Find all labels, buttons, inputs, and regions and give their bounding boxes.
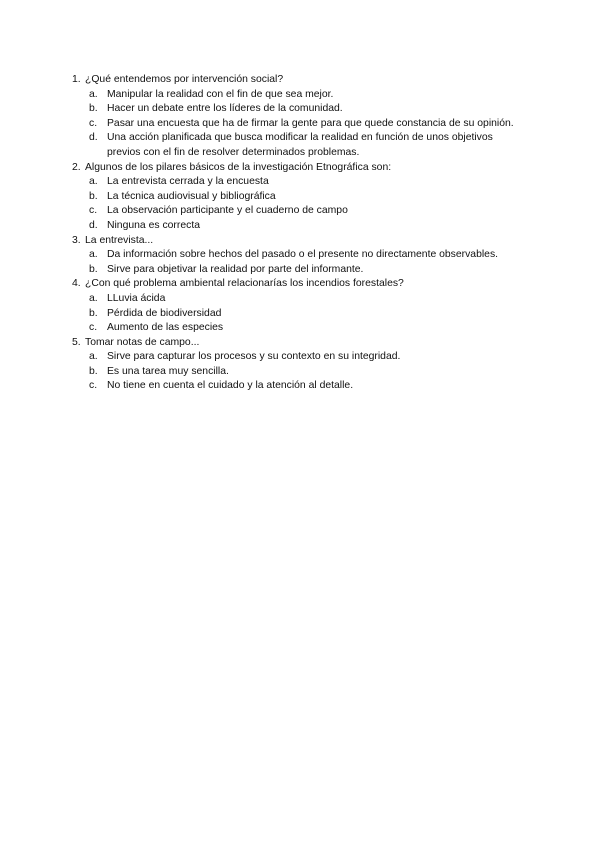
option-text: Ninguna es correcta bbox=[107, 219, 200, 231]
option-text: Da información sobre hechos del pasado o el presente no directamente observables. bbox=[107, 249, 499, 261]
question-4 bbox=[72, 277, 542, 292]
question-5-options bbox=[72, 350, 542, 394]
option-item bbox=[72, 117, 542, 132]
option-letter: a. bbox=[89, 292, 98, 304]
option-text: Pasar una encuesta que ha de firmar la gente para que quede constancia de su opinión. bbox=[107, 117, 514, 129]
question-3-options bbox=[72, 248, 542, 277]
question-number: 3. bbox=[72, 234, 81, 246]
option-letter: d. bbox=[89, 219, 98, 231]
question-text: La entrevista... bbox=[85, 234, 154, 246]
question-number: 1. bbox=[72, 74, 81, 85]
option-letter: c. bbox=[89, 380, 98, 392]
option-item bbox=[72, 190, 542, 205]
option-text: La técnica audiovisual y bibliográfica bbox=[107, 190, 276, 202]
option-letter: b. bbox=[89, 190, 98, 202]
option-letter: c. bbox=[89, 322, 98, 334]
question-text: Tomar notas de campo... bbox=[85, 336, 200, 348]
question-2 bbox=[72, 161, 542, 176]
option-text: La entrevista cerrada y la encuesta bbox=[107, 176, 269, 188]
option-text: Hacer un debate entre los líderes de la comunidad. bbox=[107, 103, 343, 115]
option-item bbox=[72, 102, 542, 117]
option-letter: d. bbox=[89, 132, 98, 144]
option-item bbox=[72, 379, 542, 394]
question-5 bbox=[72, 336, 542, 351]
option-letter: b. bbox=[89, 307, 98, 319]
option-item bbox=[72, 88, 542, 103]
option-text: La observación participante y el cuaderno de campo bbox=[107, 205, 348, 217]
question-text: ¿Con qué problema ambiental relacionarías los incendios forestales? bbox=[85, 278, 404, 290]
option-text: Sirve para objetivar la realidad por parte del informante. bbox=[107, 263, 364, 275]
option-item bbox=[72, 263, 542, 278]
option-text: Sirve para capturar los procesos y su contexto en su integridad. bbox=[107, 351, 401, 363]
option-text: Aumento de las especies bbox=[107, 322, 224, 334]
question-text: Algunos de los pilares básicos de la investigación Etnográfica son: bbox=[85, 161, 392, 173]
option-letter: c. bbox=[89, 117, 98, 129]
question-number: 2. bbox=[72, 161, 81, 173]
question-number: 4. bbox=[72, 278, 81, 290]
option-text: LLuvia ácida bbox=[107, 292, 166, 304]
question-4-options bbox=[72, 292, 542, 336]
option-letter: a. bbox=[89, 176, 98, 188]
question-3 bbox=[72, 234, 542, 249]
question-text: ¿Qué entendemos por intervención social? bbox=[85, 74, 284, 85]
option-item bbox=[72, 321, 542, 336]
option-item bbox=[72, 248, 542, 263]
option-text: Una acción planificada que busca modificar la realidad en función de unos objetivos previos con el fin de resolver determinados problemas. bbox=[107, 132, 493, 158]
option-item bbox=[72, 219, 542, 234]
question-number: 5. bbox=[72, 336, 81, 348]
option-letter: a. bbox=[89, 249, 98, 261]
question-list bbox=[72, 73, 542, 394]
option-text: Es una tarea muy sencilla. bbox=[107, 365, 229, 377]
option-letter: a. bbox=[89, 351, 98, 363]
option-item bbox=[72, 175, 542, 190]
option-text: No tiene en cuenta el cuidado y la atención al detalle. bbox=[107, 380, 354, 392]
option-item bbox=[72, 131, 542, 160]
option-item bbox=[72, 350, 542, 365]
option-letter: c. bbox=[89, 205, 98, 217]
option-letter: a. bbox=[89, 88, 98, 100]
question-2-options bbox=[72, 175, 542, 233]
option-letter: b. bbox=[89, 365, 98, 377]
option-letter: b. bbox=[89, 263, 98, 275]
option-text: Manipular la realidad con el fin de que sea mejor. bbox=[107, 88, 334, 100]
option-text: Pérdida de biodiversidad bbox=[107, 307, 222, 319]
question-1 bbox=[72, 73, 542, 88]
option-item bbox=[72, 307, 542, 322]
option-letter: b. bbox=[89, 103, 98, 115]
question-1-options bbox=[72, 88, 542, 161]
option-item bbox=[72, 292, 542, 307]
option-item bbox=[72, 204, 542, 219]
option-item bbox=[72, 365, 542, 380]
